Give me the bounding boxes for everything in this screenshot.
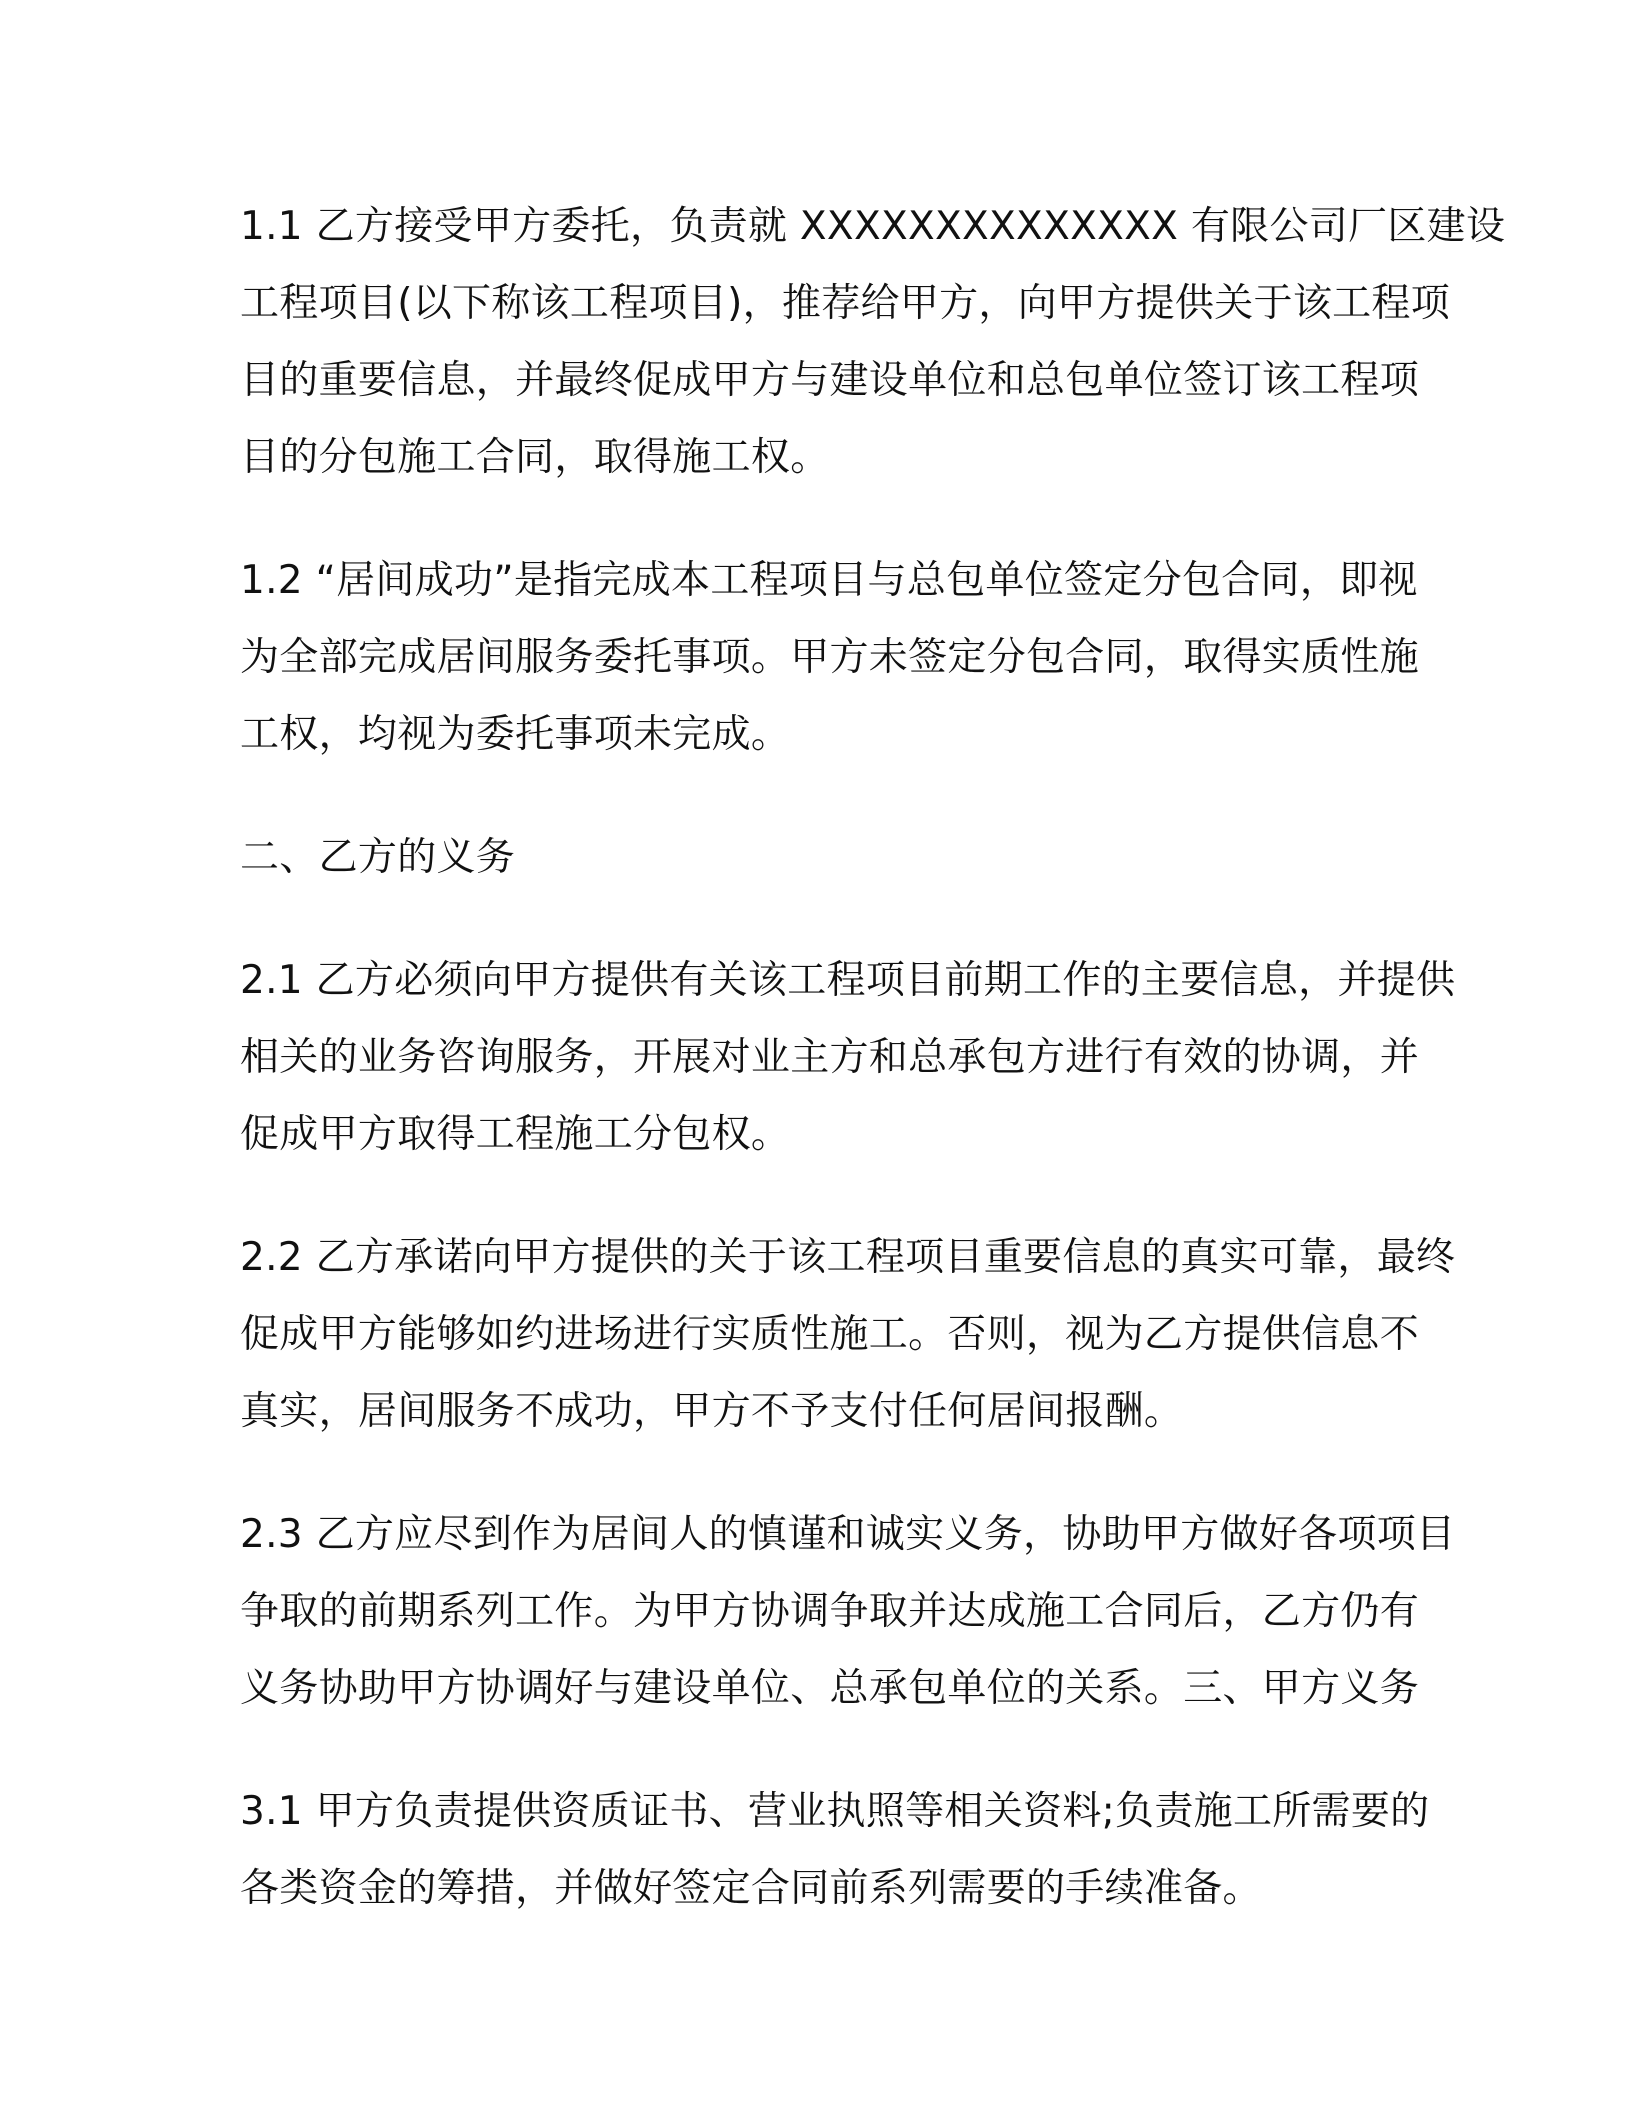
- text-line: 义务协助甲方协调好与建设单位、总承包单位的关系。三、甲方义务: [240, 1666, 1420, 1711]
- text-line: 2.1 乙方必须向甲方提供有关该工程项目前期工作的主要信息，并提供: [240, 958, 1456, 1003]
- text-line: 工程项目(以下称该工程项目)，推荐给甲方，向甲方提供关于该工程项: [240, 281, 1451, 326]
- clause-2-1: [240, 942, 1456, 1173]
- text-line: 工权，均视为委托事项未完成。: [240, 712, 791, 757]
- text-line: 1.1 乙方接受甲方委托，负责就 XXXXXXXXXXXXXX 有限公司厂区建设: [240, 204, 1506, 249]
- document-body: [240, 188, 1506, 1973]
- text-line: 1.2 “居间成功”是指完成本工程项目与总包单位签定分包合同，即视: [240, 558, 1418, 603]
- text-line: 为全部完成居间服务委托事项。甲方未签定分包合同，取得实质性施: [240, 635, 1420, 680]
- text-line: 各类资金的筹措，并做好签定合同前系列需要的手续准备。: [240, 1866, 1262, 1911]
- section-2-heading: [240, 819, 1400, 896]
- clause-1-2: [240, 542, 1420, 773]
- text-line: 促成甲方取得工程施工分包权。: [240, 1112, 791, 1157]
- text-line: 目的分包施工合同，取得施工权。: [240, 435, 830, 480]
- text-line: 2.2 乙方承诺向甲方提供的关于该工程项目重要信息的真实可靠，最终: [240, 1235, 1456, 1280]
- text-line: 促成甲方能够如约进场进行实质性施工。否则，视为乙方提供信息不: [240, 1312, 1420, 1357]
- clause-1-1: [240, 188, 1506, 496]
- text-line: 真实，居间服务不成功，甲方不予支付任何居间报酬。: [240, 1389, 1184, 1434]
- section-heading: 二、乙方的义务: [240, 835, 516, 880]
- text-line: 目的重要信息，并最终促成甲方与建设单位和总包单位签订该工程项: [240, 358, 1420, 403]
- clause-2-2: [240, 1219, 1456, 1450]
- text-line: 相关的业务咨询服务，开展对业主方和总承包方进行有效的协调，并: [240, 1035, 1420, 1080]
- text-line: 争取的前期系列工作。为甲方协调争取并达成施工合同后，乙方仍有: [240, 1589, 1420, 1634]
- text-line: 2.3 乙方应尽到作为居间人的慎谨和诚实义务，协助甲方做好各项项目: [240, 1512, 1456, 1557]
- text-line: 3.1 甲方负责提供资质证书、营业执照等相关资料;负责施工所需要的: [240, 1789, 1430, 1834]
- clause-3-1: [240, 1773, 1430, 1927]
- clause-2-3: [240, 1496, 1456, 1727]
